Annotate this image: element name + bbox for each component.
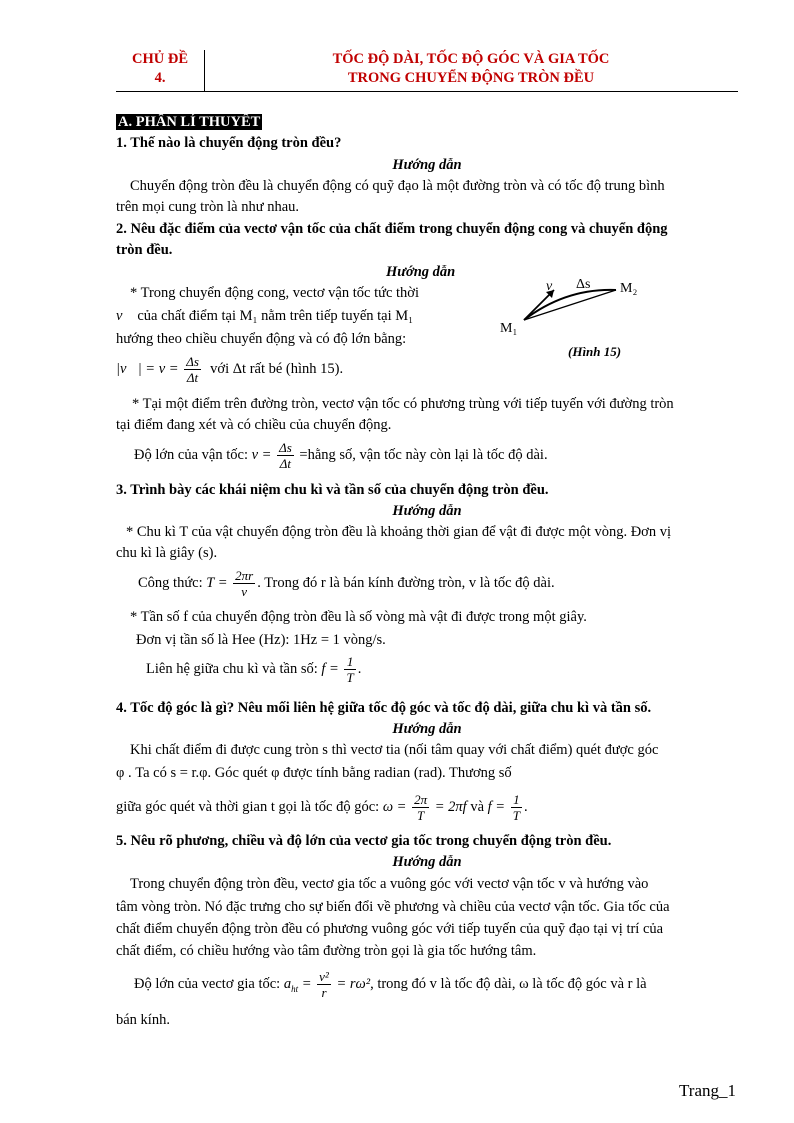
- answer-text: tâm vòng tròn. Nó đặc trưng cho sự biến đổi về phương và chiều của vectơ vận tốc. Gia tốc của: [116, 899, 670, 915]
- question-2: 2. Nêu đặc điểm của vectơ vận tốc của chất điểm trong chuyển động cong và chuyển động: [116, 221, 668, 237]
- guide-heading: Hướng dẫn: [386, 264, 456, 280]
- figure-15: [496, 268, 686, 378]
- answer-text: * Tại một điểm trên đường tròn, vectơ vận tốc có phương trùng với tiếp tuyến với đường tròn: [132, 396, 674, 412]
- formula-line: Liên hệ giữa chu kì và tần số: f = $\frac{1}{T}$ .: [146, 654, 362, 686]
- answer-text: * Chu kì T của vật chuyển động tròn đều là khoảng thời gian để vật đi được một vòng. Đơn vị: [126, 524, 671, 540]
- answer-text: v⃗ của chất điểm tại M₁ nằm trên tiếp tuyến tại M₁: [116, 308, 414, 324]
- guide-heading: Hướng dẫn: [392, 503, 462, 519]
- answer-text: bán kính.: [116, 1012, 170, 1028]
- fraction-v2-r: $\frac{\text{v²}}{r}$: [319, 969, 329, 1001]
- fig-label-ds: Δs: [576, 277, 591, 292]
- page-number: Trang_1: [679, 1081, 736, 1100]
- answer-text: tại điểm đang xét và có chiều của chuyển động.: [116, 417, 392, 433]
- formula-line: Công thức: T = $\frac{2\pi r}{v}$ . Trong đó r là bán kính đường tròn, v là tốc độ dài.: [138, 568, 555, 600]
- fig-label-m1: M₁: [500, 321, 518, 336]
- fraction-ds-dt: $\frac{\Delta s}{\Delta t}$: [279, 440, 292, 472]
- formula-line: |v⃗| = v = $\frac{\Delta s}{\Delta t}$ với Δt rất bé (hình 15).: [116, 354, 344, 386]
- guide-heading: Hướng dẫn: [392, 854, 462, 870]
- question-5: 5. Nêu rõ phương, chiều và độ lớn của vectơ gia tốc trong chuyển động tròn đều.: [116, 833, 612, 849]
- formula-velocity: |v⃗| = v =: [116, 361, 179, 377]
- answer-text: Chuyển động tròn đều là chuyển động có quỹ đạo là một đường tròn và có tốc độ trung bình: [130, 178, 665, 194]
- fraction-2pi-T: $\frac{2\pi}{T}$: [414, 792, 428, 824]
- answer-text: Khi chất điểm đi được cung tròn s thì vectơ tia (nối tâm quay với chất điểm) quét được góc: [130, 742, 659, 758]
- question-3: 3. Trình bày các khái niệm chu kì và tần số của chuyển động tròn đều.: [116, 482, 549, 498]
- topic-label: CHỦ ĐỀ 4.: [116, 50, 205, 91]
- answer-text: Trong chuyển động tròn đều, vectơ gia tốc a vuông góc với vectơ vận tốc v và hướng vào: [130, 876, 649, 892]
- fraction-2pir-v: $\frac{2\pi r}{v}$: [235, 568, 254, 600]
- answer-text: chất điểm chuyển động tròn đều có phương vuông góc với tiếp tuyến của quỹ đạo tại vị trí của: [116, 921, 664, 937]
- formula-line: giữa góc quét và thời gian t gọi là tốc độ góc: ω = $\frac{2\pi}{T}$ = 2πf và f = $\frac{1}{T}$ .: [116, 792, 528, 824]
- question-1: 1. Thế nào là chuyển động tròn đều?: [116, 135, 342, 151]
- figure-caption: (Hình 15): [568, 344, 622, 359]
- document-title: TỐC ĐỘ DÀI, TỐC ĐỘ GÓC VÀ GIA TỐC TRONG CHUYỂN ĐỘNG TRÒN ĐỀU: [332, 51, 610, 86]
- fraction-1-T: $\frac{1}{T}$: [346, 654, 354, 686]
- velocity-vector-symbol: v⃗: [116, 308, 134, 324]
- fig-label-v: v: [546, 279, 553, 294]
- fraction-ds-dt: $\frac{\Delta s}{\Delta t}$: [186, 354, 199, 386]
- answer-text: chất điểm, có chiều hướng vào tâm đường tròn gọi là gia tốc hướng tâm.: [116, 943, 537, 959]
- section-title: A. PHẦN LÍ THUYẾT: [118, 114, 261, 130]
- question-4: 4. Tốc độ góc là gì? Nêu mối liên hệ giữa tốc độ góc và tốc độ dài, giữa chu kì và tần số.: [116, 700, 652, 716]
- answer-text: trên mọi cung tròn là như nhau.: [116, 199, 300, 215]
- page-header: [116, 46, 738, 92]
- guide-heading: Hướng dẫn: [392, 721, 462, 737]
- answer-text: hướng theo chiều chuyển động và có độ lớn bằng:: [116, 331, 407, 347]
- answer-text: Đơn vị tần số là Hee (Hz): 1Hz = 1 vòng/s.: [136, 632, 386, 648]
- formula-line: Độ lớn của vận tốc: v = $\frac{\Delta s}{\Delta t}$ =hằng số, vận tốc này còn lại là tốc độ dài.: [134, 440, 548, 472]
- guide-heading: Hướng dẫn: [392, 157, 462, 173]
- fig-label-m2: M₂: [620, 281, 638, 296]
- answer-text: * Tần số f của chuyển động tròn đều là số vòng mà vật đi được trong một giây.: [130, 609, 587, 625]
- question-2-cont: tròn đều.: [116, 242, 173, 258]
- answer-text: φ . Ta có s = r.φ. Góc quét φ được tính bằng radian (rad). Thương số: [116, 765, 512, 781]
- fraction-1-T: $\frac{1}{T}$: [512, 792, 520, 824]
- formula-line: Độ lớn của vectơ gia tốc: $a_{ht}$ = $\frac{\text{v²}}{r}$ = rω², trong đó v là tốc độ dài, ω là tốc độ góc và r là: [134, 969, 647, 1001]
- answer-text: chu kì là giây (s).: [116, 545, 218, 561]
- answer-text: * Trong chuyển động cong, vectơ vận tốc tức thời: [130, 285, 419, 301]
